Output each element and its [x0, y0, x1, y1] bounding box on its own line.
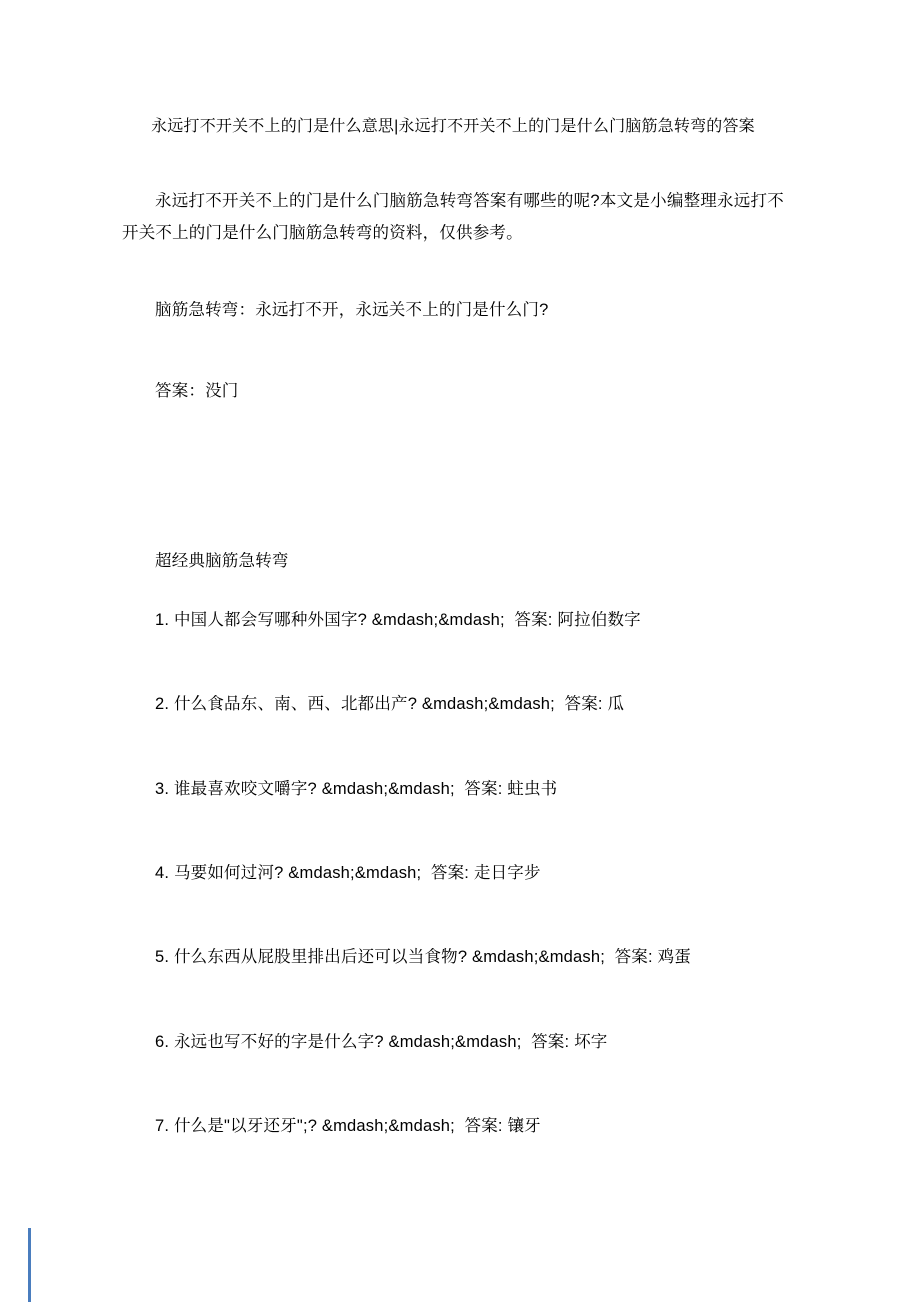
riddle-item: 7. 什么是"以牙还牙";? &mdash;&mdash; 答案: 镶牙 — [155, 1117, 541, 1136]
document-page — [122, 112, 784, 1143]
riddle-item: 5. 什么东西从屁股里排出后还可以当食物? &mdash;&mdash; 答案: 鸡蛋 — [155, 948, 691, 967]
intro-paragraph: 永远打不开关不上的门是什么门脑筋急转弯答案有哪些的呢?本文是小编整理永远打不开关不上的门是什么门脑筋急转弯的资料，仅供参考。 — [122, 192, 784, 242]
page-title: 永远打不开关不上的门是什么意思|永远打不开关不上的门是什么门脑筋急转弯的答案 — [151, 118, 755, 135]
page-edge-accent-line — [28, 1228, 31, 1302]
riddle-item: 4. 马要如何过河? &mdash;&mdash; 答案: 走日字步 — [155, 864, 541, 883]
riddle-item: 3. 谁最喜欢咬文嚼字? &mdash;&mdash; 答案: 蛀虫书 — [155, 779, 558, 798]
riddle-question: 脑筋急转弯：永远打不开，永远关不上的门是什么门? — [155, 301, 549, 320]
riddle-item: 2. 什么食品东、南、西、北都出产? &mdash;&mdash; 答案: 瓜 — [155, 695, 625, 714]
riddle-item: 1. 中国人都会写哪种外国字? &mdash;&mdash; 答案: 阿拉伯数字 — [155, 611, 641, 630]
riddle-list — [122, 605, 784, 1142]
section-heading: 超经典脑筋急转弯 — [155, 551, 289, 570]
riddle-answer: 答案：没门 — [155, 382, 239, 401]
riddle-item: 6. 永远也写不好的字是什么字? &mdash;&mdash; 答案: 坏字 — [155, 1032, 608, 1051]
